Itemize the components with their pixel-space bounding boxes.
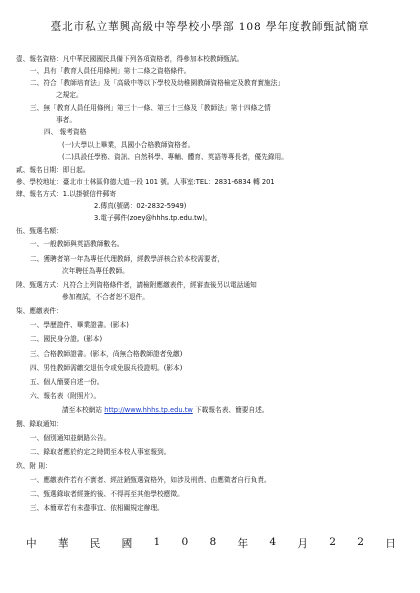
date-char: 中	[26, 538, 37, 550]
document-item-3: 三、合格教師證書。(影本，尚無合格教師證者免繳)	[30, 350, 183, 358]
section-8-notice: 捌、錄取通知：	[16, 420, 63, 428]
appendix-item-3: 三、本簡章若有未盡事宜、依相關規定辦理。	[30, 504, 164, 512]
section-3-address: 參、學校地址：臺北市士林區仰德大道一段 101 號。人事室:TEL：2831-6834 轉 201	[16, 178, 275, 186]
issue-date	[26, 536, 396, 551]
document-item-6: 六、報名表（附照片）。	[30, 392, 101, 400]
website-suffix: 下載報名表、簡要自述。	[194, 406, 269, 414]
selection-cont: 參加複試，不合者恕不退件。	[62, 293, 149, 301]
quota-item-2-cont: 次年聘任為專任教師。	[62, 267, 129, 275]
website-prefix: 請至本校網站	[62, 406, 103, 414]
section-6-selection: 陸、甄選方式：凡符合上列資格條件者，請檢附應繳表件，經審查後另以電話通知	[16, 281, 257, 289]
qualification-2: (二)具設任學務、資訊、自然科學、專輔、體育、英語等專長者，優先錄用。	[62, 153, 288, 161]
date-char: 民	[89, 538, 101, 550]
date-char: 0	[181, 536, 189, 548]
quota-item-2: 二、獲聘者第一年為專任代理教師，經教學評核合於本校需要者，	[30, 255, 224, 263]
section-5-quota: 伍、甄選名額：	[16, 227, 63, 235]
appendix-item-2: 二、甄選錄取者經簽約後、不得再至其他學校應徵。	[30, 490, 184, 498]
date-char: 華	[57, 538, 69, 550]
eligibility-item-4: 四、 報考資格	[44, 128, 87, 136]
eligibility-item-3: 三、無「教育人員任用條例」第三十一條、第三十三條及「教師法」第十四條之情	[30, 104, 271, 112]
notice-item-1: 一、個別通知並網路公告。	[30, 434, 111, 442]
section-9-appendix: 玖、附 則：	[16, 462, 52, 470]
website-instruction	[62, 406, 269, 415]
eligibility-item-1: 一、具有「教育人員任用條例」第十二條之資格條件。	[30, 67, 191, 75]
section-2-date: 貳、報名日期：即日起。	[16, 166, 90, 174]
section-1-eligibility: 壹、報名資格：凡中華民國國民具備下列各項資格者，得參加本校教師甄試。	[16, 55, 244, 63]
date-char: 1	[153, 536, 161, 548]
section-7-documents: 柒、應繳表件：	[16, 307, 63, 315]
document-item-5: 五、個人簡要自述一份。	[30, 378, 104, 386]
date-char: 2	[329, 536, 336, 548]
appendix-item-1: 一、應繳表件若有不實者、經註銷甄選資格外，如涉及刑責、由應徵者自行負責。	[30, 476, 271, 484]
qualification-1: (一)大學以上畢業，具國小合格教師資格者。	[62, 141, 195, 149]
date-char: 年	[237, 538, 249, 550]
document-item-2: 二、國民身分證。(影本)	[30, 335, 103, 343]
date-char: 月	[297, 538, 308, 550]
document-title: 臺北市私立華興高級中等學校小學部 108 學年度教師甄試簡章	[50, 21, 370, 33]
date-char: 8	[209, 536, 217, 548]
date-char: 日	[385, 538, 396, 550]
eligibility-item-3-cont: 事者。	[56, 116, 77, 124]
eligibility-item-2-cont: 之規定。	[56, 91, 83, 99]
document-item-1: 一、學歷證件、畢業證書。(影本)	[30, 321, 129, 329]
method-fax: 2.傳真(號碼：02-2832-5949)	[94, 202, 187, 210]
eligibility-item-2: 二、符合「教師培育法」及「高級中等以下學校及幼稚園教師資格檢定及教育實施法」	[30, 79, 285, 87]
date-char: 4	[269, 536, 277, 548]
date-char: 2	[357, 536, 364, 548]
date-char: 國	[121, 538, 133, 550]
notice-item-2: 二、錄取者應於約定之時間至本校人事室報到。	[30, 448, 171, 456]
document-item-4: 四、男性教師需繳交退伍令或免服兵役證明。(影本)	[30, 364, 183, 372]
section-4-method: 肆、報名方式：1.以掛號信件郵寄	[16, 190, 117, 198]
method-email: 3.電子郵件(zoey@hhhs.tp.edu.tw)。	[94, 214, 212, 222]
website-link[interactable]: http://www.hhhs.tp.edu.tw	[104, 406, 193, 414]
quota-item-1: 一、一般教師與英語教師數名。	[30, 240, 124, 248]
